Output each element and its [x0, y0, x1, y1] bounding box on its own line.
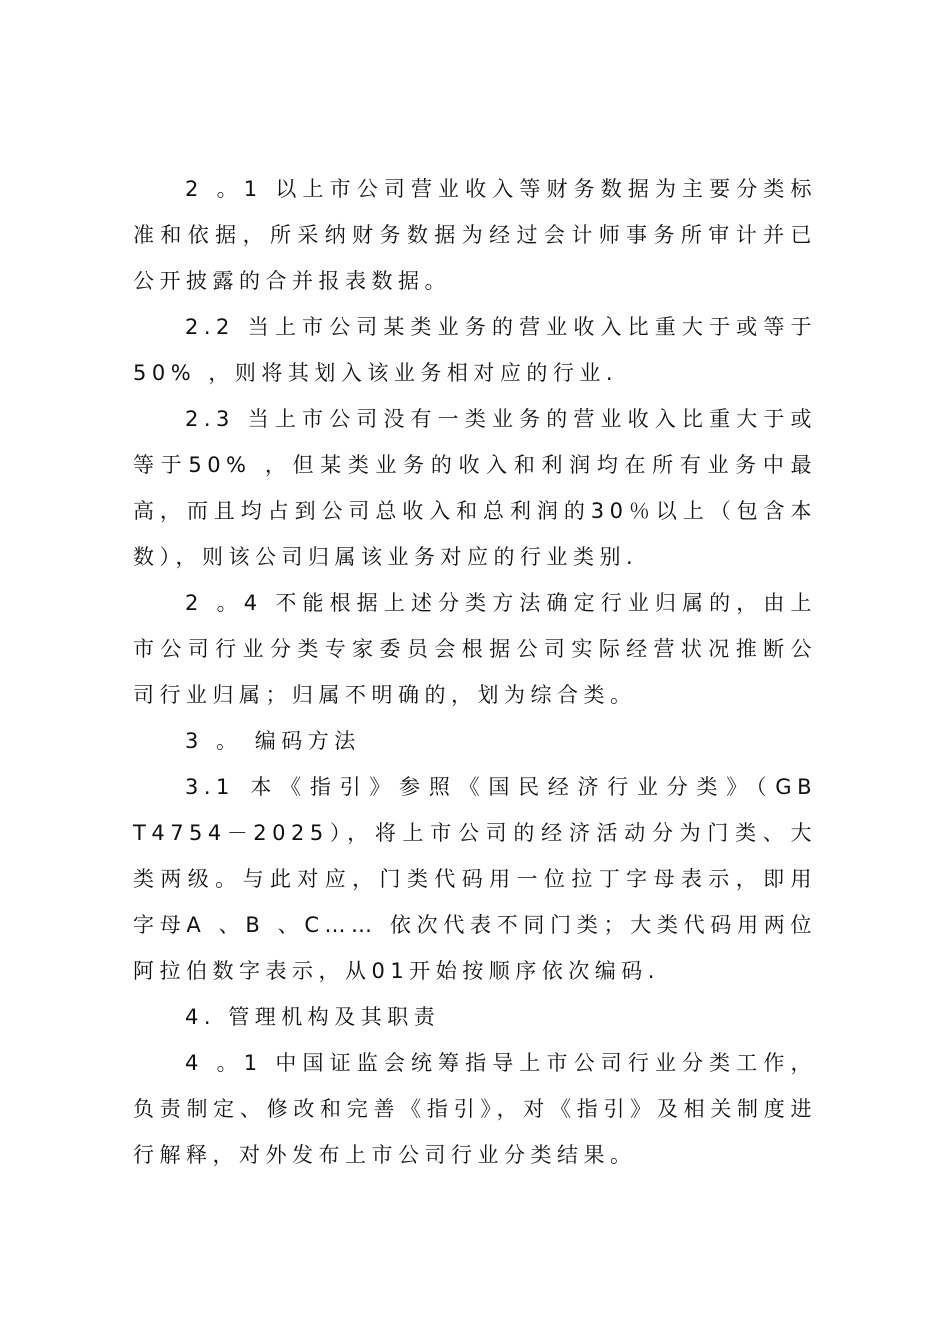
section-heading-4: 4. 管理机构及其职责: [185, 1005, 441, 1029]
section-heading-3: 3 。 编码方法: [185, 729, 361, 753]
paragraph-2-3: 2.3 当上市公司没有一类业务的营业收入比重大于或等于50% ，但某类业务的收入和利润均在所有业务中最高，而且均占到公司总收入和总利润的30％以上（包含本数），则该公司归属该业务对应的行业类别.: [133, 407, 817, 569]
paragraph-4-1: 4 。1 中国证监会统筹指导上市公司行业分类工作，负责制定、修改和完善《指引》，对《指引》及相关制度进行解释，对外发布上市公司行业分类结果。: [133, 1051, 817, 1167]
paragraph-2-1: 2 。1 以上市公司营业收入等财务数据为主要分类标准和依据，所采纳财务数据为经过会计师事务所审计并已公开披露的合并报表数据。: [133, 177, 817, 293]
document-body: [133, 166, 817, 1178]
paragraph-2-4: 2 。4 不能根据上述分类方法确定行业归属的，由上市公司行业分类专家委员会根据公司实际经营状况推断公司行业归属；归属不明确的，划为综合类。: [133, 591, 817, 707]
paragraph-3-1: 3.1 本《指引》参照《国民经济行业分类》（GB T4754－2025），将上市公司的经济活动分为门类、大类两级。与此对应，门类代码用一位拉丁字母表示，即用字母A 、B 、C…… 依次代表不同门类；大类代码用两位阿拉伯数字表示，从01开始按顺序依次编码.: [133, 775, 817, 983]
paragraph-2-2: 2.2 当上市公司某类业务的营业收入比重大于或等于50% ，则将其划入该业务相对应的行业.: [133, 315, 817, 385]
